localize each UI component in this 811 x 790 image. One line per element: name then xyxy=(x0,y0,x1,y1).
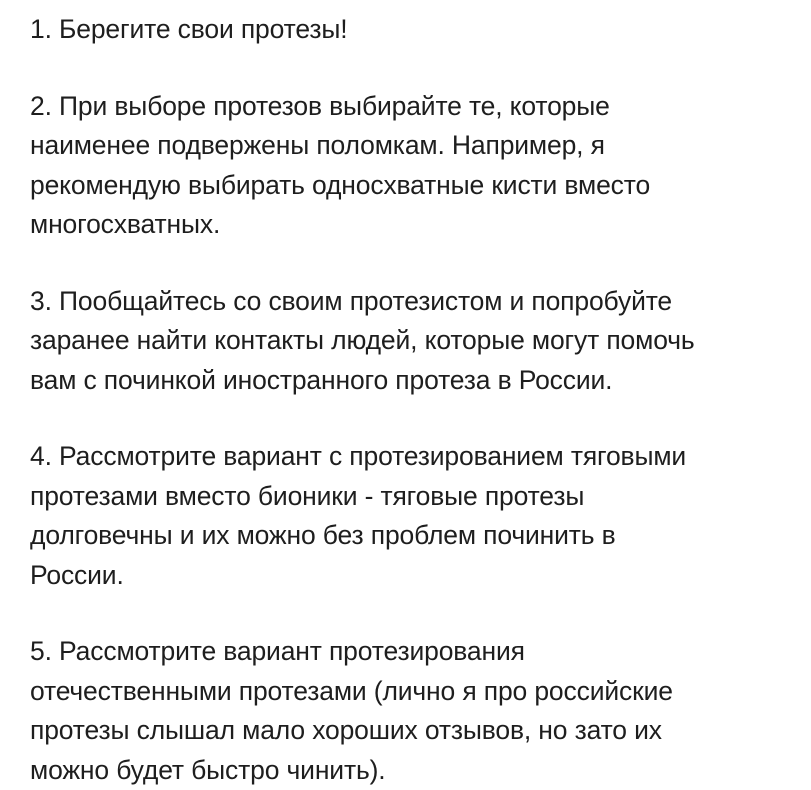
tip-line: наименее подвержены поломкам. Например, я xyxy=(30,126,791,166)
tip-5 xyxy=(30,632,791,790)
tip-1 xyxy=(30,10,791,50)
tip-line: рекомендую выбирать односхватные кисти вместо xyxy=(30,166,791,206)
tip-line: заранее найти контакты людей, которые могут помочь xyxy=(30,321,791,361)
tip-line: отечественными протезами (лично я про российские xyxy=(30,672,791,712)
tip-line: 2. При выборе протезов выбирайте те, которые xyxy=(30,87,791,127)
tip-line: 1. Берегите свои протезы! xyxy=(30,10,791,50)
tip-line: многосхватных. xyxy=(30,205,791,245)
tip-3 xyxy=(30,282,791,401)
tip-line: 4. Рассмотрите вариант с протезированием тяговыми xyxy=(30,437,791,477)
tip-line: можно будет быстро чинить). xyxy=(30,751,791,790)
tip-line: России. xyxy=(30,556,791,596)
tip-line: протезы слышал мало хороших отзывов, но зато их xyxy=(30,711,791,751)
tip-line: 3. Пообщайтесь со своим протезистом и попробуйте xyxy=(30,282,791,322)
tip-4 xyxy=(30,437,791,595)
tip-2 xyxy=(30,87,791,245)
tip-line: долговечны и их можно без проблем починить в xyxy=(30,516,791,556)
tip-line: протезами вместо бионики - тяговые протезы xyxy=(30,477,791,517)
tip-line: 5. Рассмотрите вариант протезирования xyxy=(30,632,791,672)
tip-line: вам с починкой иностранного протеза в России. xyxy=(30,361,791,401)
